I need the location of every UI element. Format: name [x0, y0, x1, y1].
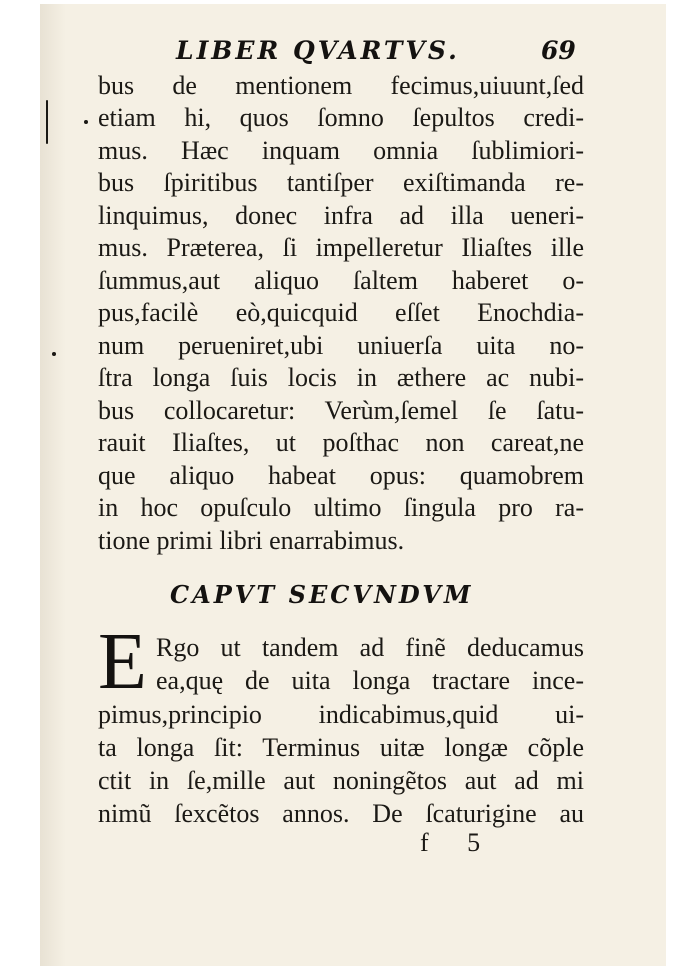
text-line: ſtra longa ſuis locis in æthere ac nubi- [98, 363, 584, 392]
text-line: pus,facilè eò,quicquid eſſet Enochdia- [98, 298, 584, 327]
text-line: bus ſpiritibus tantiſper exiſtimanda re- [98, 168, 584, 197]
text-line: bus collocaretur: Verùm,ſemel ſe ſatu- [98, 396, 584, 425]
text-line: bus de mentionem fecimus,uiuunt,ſed [98, 71, 584, 100]
text-line: que aliquo habeat opus: quamobrem [98, 461, 584, 490]
text-line: nimũ ſexcẽtos annos. De ſcaturigine au [98, 799, 584, 828]
text-line: ta longa ſit: Terminus uitæ longæ cõple [98, 733, 584, 762]
text-line: linquimus, donec infra ad illa ueneri- [98, 201, 584, 230]
margin-mark [46, 100, 48, 144]
margin-dot [52, 352, 56, 356]
text-line: mus. Præterea, ſi impelleretur Iliaſtes ille [98, 233, 584, 262]
margin-dot [84, 120, 88, 124]
text-line: mus. Hæc inquam omnia ſublimiori- [98, 136, 584, 165]
text-line: Rgo ut tandem ad finẽ deducamus [156, 633, 584, 662]
text-line: ea,quę de uita longa tractare ince- [156, 666, 584, 695]
running-head: LIBER QVARTVS. [176, 36, 460, 65]
text-line: pimus,principio indicabimus,quid ui- [98, 700, 584, 729]
text-line: ſummus,aut aliquo ſaltem haberet o- [98, 266, 584, 295]
text-line: etiam hi, quos ſomno ſepultos credi- [98, 103, 584, 132]
text-line: num perueniret,ubi uniuerſa uita no- [98, 331, 584, 360]
text-line: ctit in ſe,mille aut noningẽtos aut ad mi [98, 766, 584, 795]
page-number: 69 [541, 36, 576, 65]
text-line: in hoc opuſculo ultimo ſingula pro ra- [98, 493, 584, 522]
chapter-heading: CAPVT SECVNDVM [170, 580, 474, 609]
text-line: tione primi libri enarrabimus. [98, 526, 405, 555]
text-line: rauit Iliaſtes, ut poſthac non careat,ne [98, 428, 584, 457]
signature-mark: f 5 [420, 828, 497, 857]
drop-cap: E [98, 630, 147, 694]
